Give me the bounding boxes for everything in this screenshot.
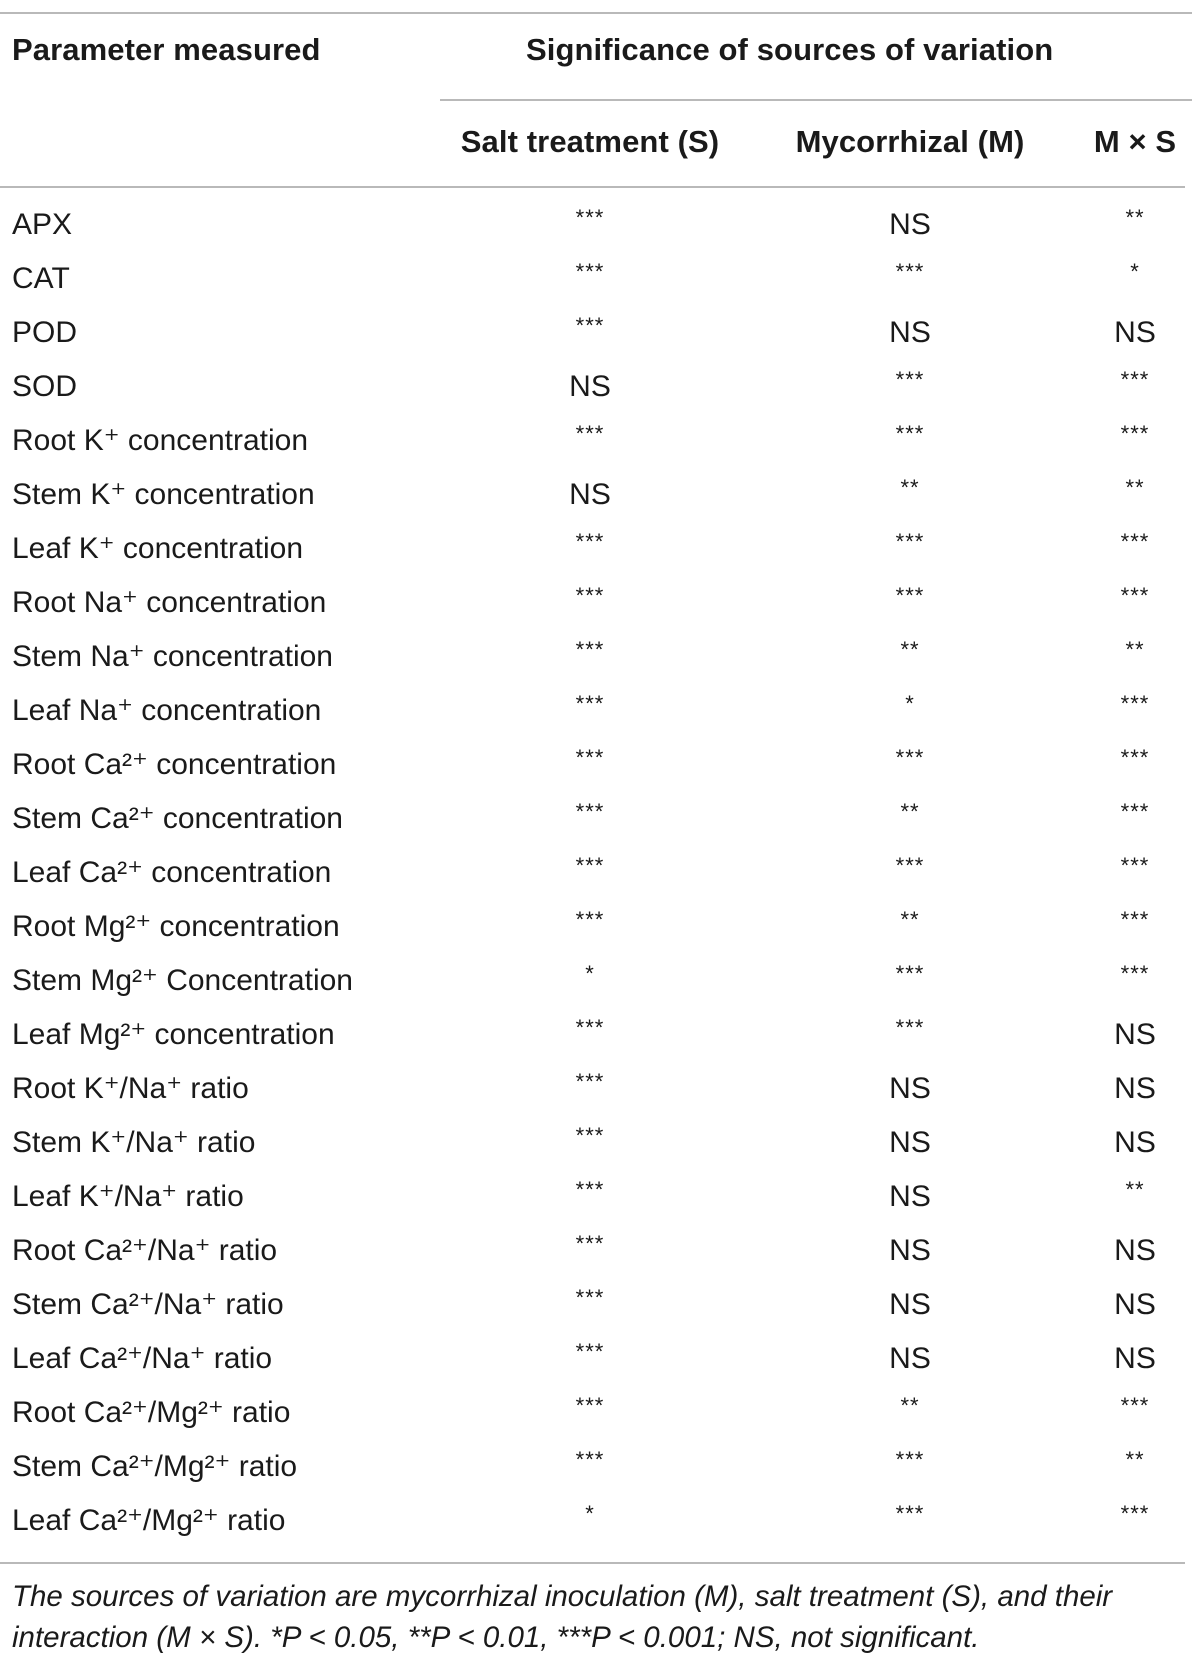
cell-mycorrhizal: **: [900, 907, 920, 932]
cell-salt-treatment: ***: [575, 1447, 605, 1472]
table-row: [0, 738, 1200, 792]
cell-salt-treatment: *: [585, 1501, 595, 1526]
header-bottom-rule: [0, 186, 1185, 188]
table-row: [0, 792, 1200, 846]
table-row: [0, 1170, 1200, 1224]
cell-interaction: NS: [1114, 316, 1156, 349]
cell-salt-treatment: ***: [575, 1177, 605, 1202]
table-row: [0, 1278, 1200, 1332]
cell-mycorrhizal: ***: [895, 529, 925, 554]
table-row: [0, 252, 1200, 306]
cell-salt-treatment: ***: [575, 1231, 605, 1256]
header-mycorrhizal: Mycorrhizal (M): [795, 124, 1025, 159]
table-row: [0, 846, 1200, 900]
cell-interaction: **: [1125, 637, 1145, 662]
cell-interaction: ***: [1120, 529, 1150, 554]
cell-interaction: *: [1130, 259, 1140, 284]
cell-interaction: ***: [1120, 367, 1150, 392]
cell-interaction: **: [1125, 205, 1145, 230]
table-body: [0, 198, 1200, 1548]
table-row: [0, 900, 1200, 954]
cell-interaction: ***: [1120, 1393, 1150, 1418]
cell-mycorrhizal: NS: [889, 1342, 931, 1375]
cell-parameter: Root Na⁺ concentration: [12, 586, 327, 619]
cell-mycorrhizal: NS: [889, 208, 931, 241]
cell-salt-treatment: *: [585, 961, 595, 986]
cell-parameter: SOD: [12, 370, 78, 403]
cell-parameter: Leaf Ca²⁺ concentration: [12, 856, 332, 889]
cell-interaction: ***: [1120, 799, 1150, 824]
cell-mycorrhizal: NS: [889, 1126, 931, 1159]
cell-salt-treatment: ***: [575, 1285, 605, 1310]
table-row: [0, 630, 1200, 684]
cell-mycorrhizal: ***: [895, 853, 925, 878]
cell-parameter: Leaf Mg²⁺ concentration: [12, 1018, 335, 1051]
cell-parameter: Stem Ca²⁺/Na⁺ ratio: [12, 1288, 284, 1321]
cell-mycorrhizal: **: [900, 475, 920, 500]
cell-interaction: ***: [1120, 907, 1150, 932]
table-row: [0, 576, 1200, 630]
cell-interaction: NS: [1114, 1018, 1156, 1051]
table-row: [0, 1062, 1200, 1116]
cell-interaction: ***: [1120, 583, 1150, 608]
cell-salt-treatment: ***: [575, 583, 605, 608]
cell-parameter: Leaf K⁺ concentration: [12, 532, 304, 565]
cell-salt-treatment: ***: [575, 205, 605, 230]
cell-mycorrhizal: NS: [889, 1072, 931, 1105]
table-top-rule: [0, 12, 1192, 14]
cell-salt-treatment: NS: [569, 370, 611, 403]
table-row: [0, 1386, 1200, 1440]
cell-interaction: **: [1125, 475, 1145, 500]
header-span-rule: [440, 99, 1192, 101]
cell-parameter: Root Ca²⁺/Na⁺ ratio: [12, 1234, 278, 1267]
cell-interaction: ***: [1120, 853, 1150, 878]
header-significance: Significance of sources of variation: [526, 32, 1054, 67]
table-footnote: The sources of variation are mycorrhizal inoculation (M), salt treatment (S), and their interaction (M × S). *P < 0.05, **P < 0.01, ***P < 0.001; NS, not significant.: [12, 1580, 1113, 1654]
cell-mycorrhizal: **: [900, 1393, 920, 1418]
cell-interaction: **: [1125, 1177, 1145, 1202]
cell-mycorrhizal: NS: [889, 316, 931, 349]
table-row: [0, 414, 1200, 468]
table-row: [0, 1116, 1200, 1170]
cell-parameter: Root K⁺ concentration: [12, 424, 309, 457]
header-interaction: M × S: [1093, 124, 1177, 159]
cell-parameter: Stem K⁺ concentration: [12, 478, 315, 511]
table-bottom-rule: [0, 1562, 1185, 1564]
cell-mycorrhizal: ***: [895, 745, 925, 770]
cell-interaction: NS: [1114, 1234, 1156, 1267]
table-row: [0, 1224, 1200, 1278]
cell-mycorrhizal: ***: [895, 961, 925, 986]
cell-salt-treatment: ***: [575, 1015, 605, 1040]
table-row: [0, 360, 1200, 414]
cell-salt-treatment: ***: [575, 313, 605, 338]
cell-mycorrhizal: ***: [895, 367, 925, 392]
cell-parameter: Stem Mg²⁺ Concentration: [12, 964, 353, 997]
cell-salt-treatment: ***: [575, 1339, 605, 1364]
table-row: [0, 954, 1200, 1008]
cell-mycorrhizal: **: [900, 799, 920, 824]
cell-mycorrhizal: ***: [895, 1501, 925, 1526]
cell-salt-treatment: ***: [575, 1393, 605, 1418]
cell-salt-treatment: ***: [575, 907, 605, 932]
cell-parameter: Stem Na⁺ concentration: [12, 640, 333, 673]
cell-salt-treatment: ***: [575, 799, 605, 824]
cell-parameter: CAT: [12, 262, 70, 295]
cell-parameter: Root K⁺/Na⁺ ratio: [12, 1072, 249, 1105]
table-row: [0, 1440, 1200, 1494]
cell-salt-treatment: ***: [575, 529, 605, 554]
cell-interaction: ***: [1120, 421, 1150, 446]
cell-interaction: NS: [1114, 1288, 1156, 1321]
cell-parameter: Stem K⁺/Na⁺ ratio: [12, 1126, 256, 1159]
cell-mycorrhizal: NS: [889, 1180, 931, 1213]
cell-mycorrhizal: ***: [895, 583, 925, 608]
cell-parameter: Leaf Na⁺ concentration: [12, 694, 322, 727]
cell-parameter: Leaf Ca²⁺/Na⁺ ratio: [12, 1342, 273, 1375]
table-row: [0, 198, 1200, 252]
header-parameter: Parameter measured: [12, 32, 321, 67]
cell-parameter: Leaf K⁺/Na⁺ ratio: [12, 1180, 244, 1213]
cell-mycorrhizal: ***: [895, 1015, 925, 1040]
cell-salt-treatment: ***: [575, 691, 605, 716]
cell-parameter: Root Mg²⁺ concentration: [12, 910, 340, 943]
cell-interaction: **: [1125, 1447, 1145, 1472]
cell-salt-treatment: ***: [575, 853, 605, 878]
cell-parameter: Root Ca²⁺ concentration: [12, 748, 337, 781]
cell-salt-treatment: ***: [575, 1123, 605, 1148]
table-row: [0, 1332, 1200, 1386]
cell-interaction: NS: [1114, 1072, 1156, 1105]
cell-mycorrhizal: **: [900, 637, 920, 662]
table-row: [0, 1008, 1200, 1062]
cell-interaction: ***: [1120, 691, 1150, 716]
cell-salt-treatment: ***: [575, 421, 605, 446]
cell-interaction: ***: [1120, 745, 1150, 770]
cell-salt-treatment: ***: [575, 1069, 605, 1094]
cell-interaction: NS: [1114, 1342, 1156, 1375]
cell-mycorrhizal: NS: [889, 1288, 931, 1321]
cell-interaction: ***: [1120, 1501, 1150, 1526]
table-row: [0, 468, 1200, 522]
cell-interaction: NS: [1114, 1126, 1156, 1159]
cell-salt-treatment: ***: [575, 745, 605, 770]
cell-parameter: Stem Ca²⁺/Mg²⁺ ratio: [12, 1450, 298, 1483]
cell-mycorrhizal: ***: [895, 259, 925, 284]
header-salt-treatment: Salt treatment (S): [460, 124, 720, 159]
table-row: [0, 1494, 1200, 1548]
cell-parameter: Leaf Ca²⁺/Mg²⁺ ratio: [12, 1504, 286, 1537]
cell-mycorrhizal: NS: [889, 1234, 931, 1267]
cell-parameter: Root Ca²⁺/Mg²⁺ ratio: [12, 1396, 291, 1429]
cell-mycorrhizal: ***: [895, 421, 925, 446]
cell-parameter: Stem Ca²⁺ concentration: [12, 802, 343, 835]
cell-salt-treatment: NS: [569, 478, 611, 511]
cell-mycorrhizal: *: [905, 691, 915, 716]
table-row: [0, 684, 1200, 738]
cell-parameter: POD: [12, 316, 78, 349]
table-row: [0, 522, 1200, 576]
cell-mycorrhizal: ***: [895, 1447, 925, 1472]
cell-salt-treatment: ***: [575, 259, 605, 284]
cell-salt-treatment: ***: [575, 637, 605, 662]
cell-parameter: APX: [12, 208, 73, 241]
table-row: [0, 306, 1200, 360]
cell-interaction: ***: [1120, 961, 1150, 986]
